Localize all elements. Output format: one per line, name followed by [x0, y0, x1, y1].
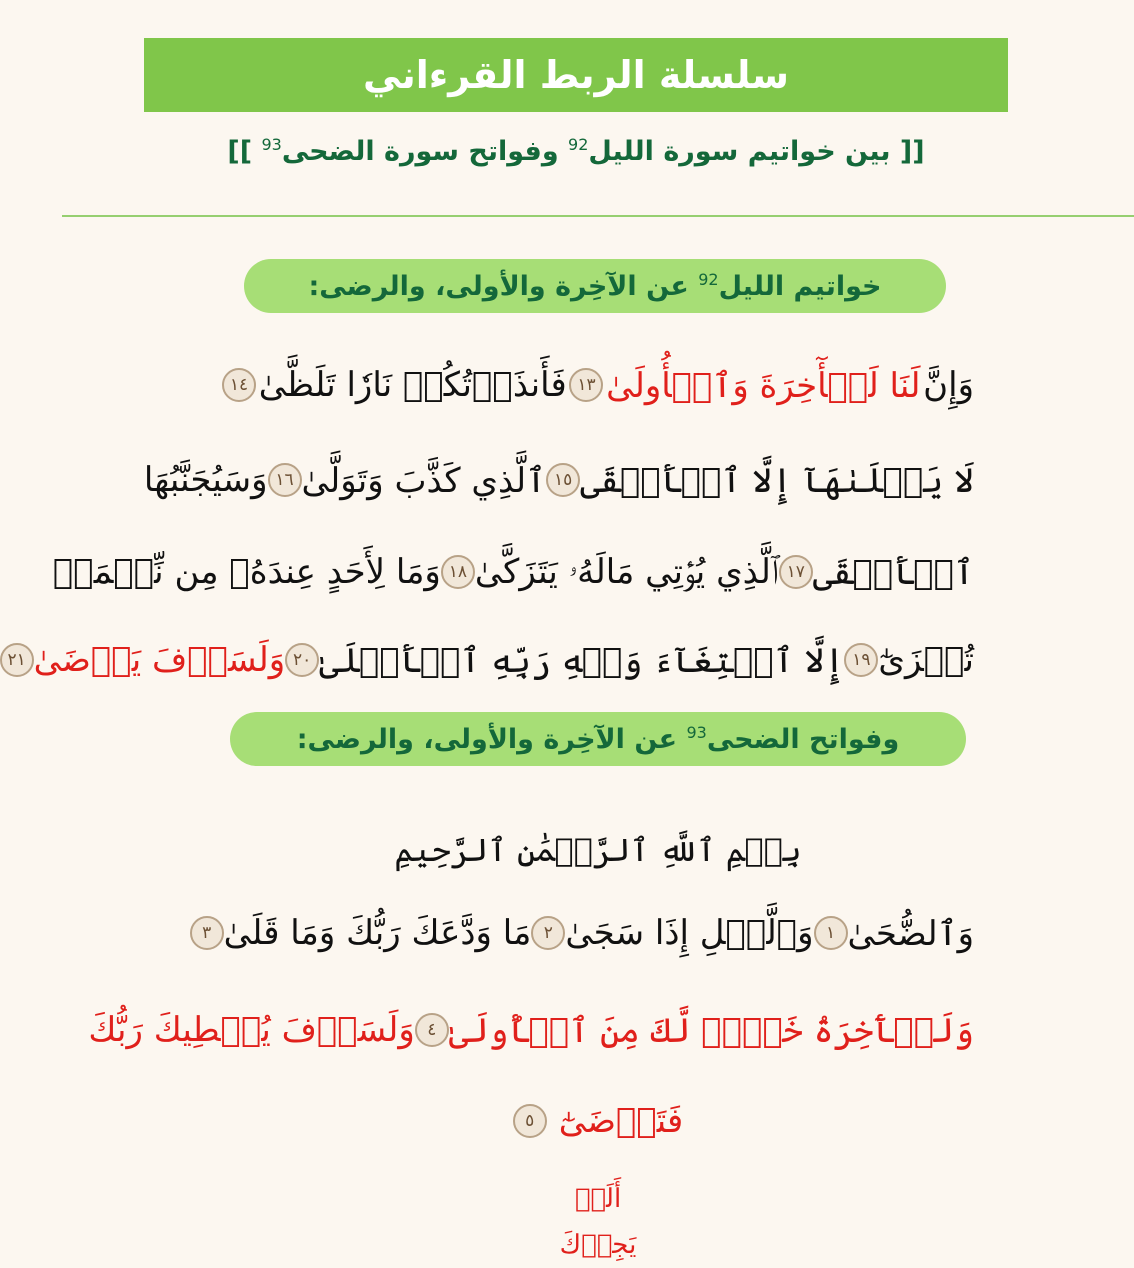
verse-text-highlight: وَلَسَوۡفَ يَرۡضَىٰ — [33, 640, 286, 680]
subtitle-surah-number-92: 92 — [568, 135, 589, 154]
heading-surah-number: 92 — [698, 269, 719, 289]
verse-line — [202, 898, 974, 968]
ayah-number-marker: ١٩ — [844, 643, 878, 677]
verse-text: وَإِنَّ — [923, 365, 974, 405]
section-heading-text — [297, 724, 900, 755]
section-heading-al-layl — [244, 259, 946, 313]
ayah-number-marker: ٢١ — [0, 643, 34, 677]
heading-text-end: عن الآخِرة والأولى، والرضى: — [296, 723, 678, 755]
verse-text: وَٱلَّيۡلِ إِذَا سَجَىٰ — [565, 913, 814, 953]
heading-surah-number: 93 — [686, 722, 707, 742]
verse-text-highlight: وَلَلۡأٓخِرَةُ خَيۡرٞ لَّكَ مِنَ ٱلۡأُولَىٰ — [448, 1010, 974, 1051]
verse-text: ٱلَّذِي يُؤۡتِي مَالَهُۥ يَتَزَكَّىٰ — [474, 552, 779, 592]
verse-line — [143, 445, 974, 515]
ayah-number-marker: ٣ — [190, 916, 224, 950]
verse-text: فَأَنذَرۡتُكُمۡ نَارٗا تَلَظَّىٰ — [258, 365, 567, 405]
subtitle-text-start: [[ بين خواتيم سورة الليل — [588, 136, 925, 167]
ayah-number-marker: ١٦ — [268, 463, 302, 497]
heading-text-start: خواتيم الليل — [718, 270, 882, 302]
verse-text-highlight: لَنَا لَلۡأٓخِرَةَ وَٱلۡأُولَىٰ — [606, 365, 921, 406]
ayah-number-marker: ٥ — [513, 1104, 547, 1138]
subtitle-text-middle: وفواتح سورة الضحى — [281, 136, 559, 167]
ayah-number-marker: ١٣ — [569, 368, 603, 402]
ayah-number-marker: ٢٠ — [285, 643, 319, 677]
page-subtitle — [144, 136, 1008, 167]
ayah-number-marker: ٢ — [531, 916, 565, 950]
section-heading-text — [309, 271, 882, 302]
ayah-number-marker: ١٧ — [779, 555, 813, 589]
section-heading-ad-duha — [230, 712, 966, 766]
verse-text: إِلَّا ٱبۡتِغَآءَ وَجۡهِ رَبِّهِ ٱلۡأَعۡلَىٰ — [319, 640, 845, 681]
cropped-next-text: أَلَمۡ يَجِدۡكَ — [559, 1184, 637, 1260]
verse-text-highlight: فَتَرۡضَىٰٓ — [558, 1101, 684, 1141]
verse-text: لَا يَصۡلَىٰهَآ إِلَّا ٱلۡأَشۡقَى — [580, 460, 974, 501]
verse-text: مَا وَدَّعَكَ رَبُّكَ وَمَا قَلَىٰ — [223, 913, 532, 953]
heading-text-end: عن الآخِرة والأولى، والرضى: — [308, 270, 689, 302]
title-banner — [144, 38, 1008, 112]
ayah-number-marker: ١٨ — [441, 555, 475, 589]
verse-text-highlight: وَلَسَوۡفَ يُعۡطِيكَ رَبُّكَ — [88, 1010, 415, 1050]
heading-text-start: وفواتح الضحى — [706, 723, 900, 755]
subtitle-text-end: ]] — [227, 136, 253, 167]
verse-text: وَٱلضُّحَىٰ — [847, 913, 974, 954]
ayah-number-marker: ١٤ — [222, 368, 256, 402]
verse-text: ٱلَّذِي كَذَّبَ وَتَوَلَّىٰ — [301, 460, 547, 501]
verse-line — [222, 350, 974, 420]
verse-line — [52, 537, 974, 607]
header-divider — [62, 215, 1134, 217]
subtitle-surah-number-93: 93 — [261, 135, 282, 154]
verse-text: وَمَا لِأَحَدٍ عِندَهُۥ مِن نِّعۡمَةٖ — [52, 552, 441, 592]
verse-text: تُجۡزَىٰٓ — [878, 640, 974, 680]
verse-line — [7, 625, 974, 695]
page-title: سلسلة الربط القرءاني — [363, 53, 789, 97]
ayah-number-marker: ١٥ — [546, 463, 580, 497]
ayah-number-marker: ٤ — [415, 1013, 449, 1047]
verse-line — [88, 995, 974, 1065]
basmala: بِسۡمِ ٱللَّهِ ٱلرَّحۡمَٰنِ ٱلرَّحِيمِ — [394, 831, 802, 869]
verse-text: ٱلۡأَتۡقَى — [812, 552, 974, 593]
verse-line — [222, 1086, 974, 1156]
ayah-number-marker: ١ — [814, 916, 848, 950]
verse-text: وَسَيُجَنَّبُهَا — [143, 460, 268, 500]
